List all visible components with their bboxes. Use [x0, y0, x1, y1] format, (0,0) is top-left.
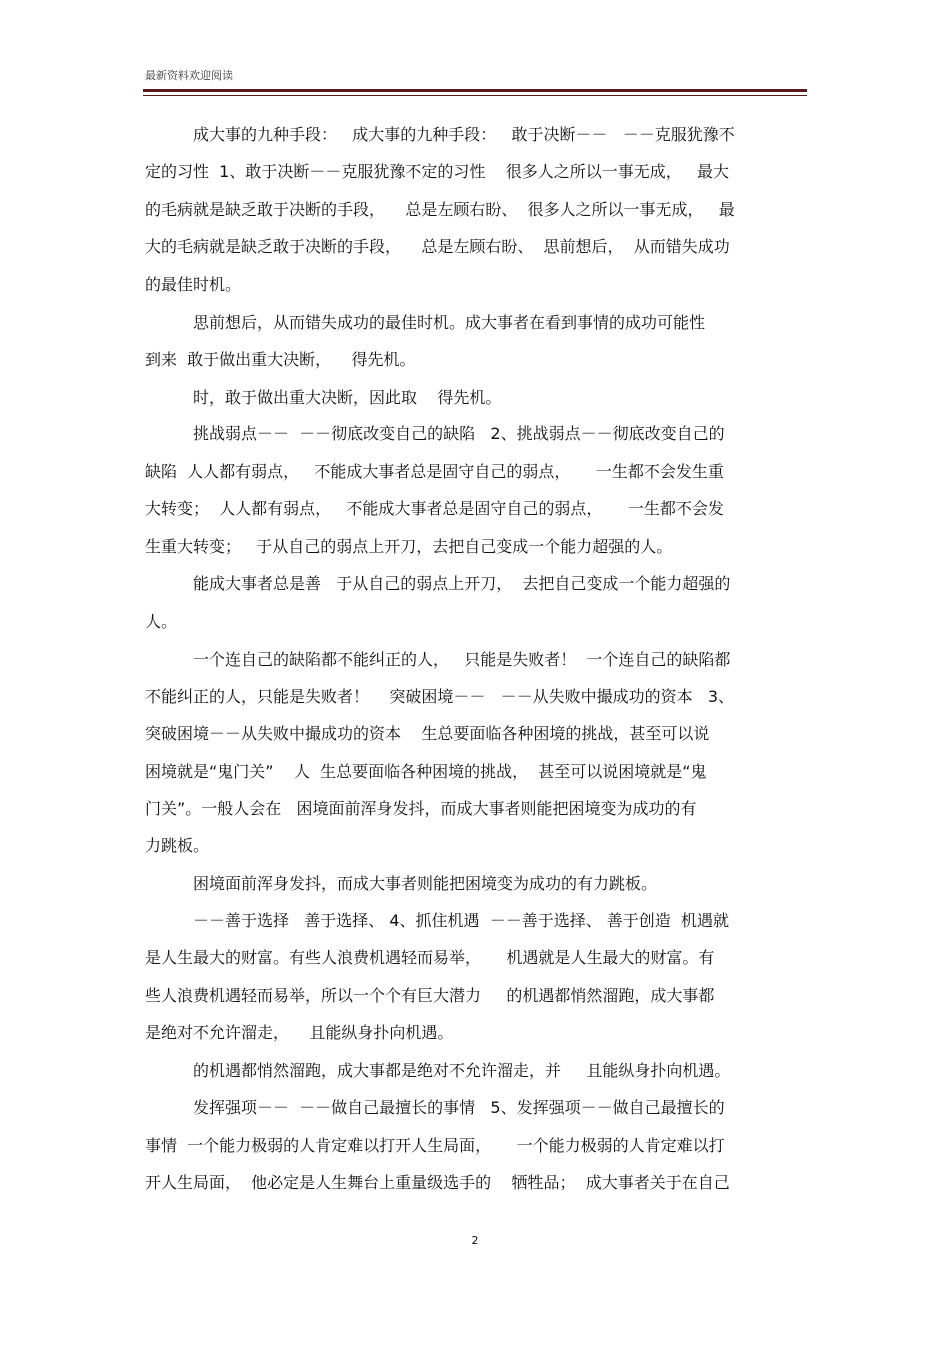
- text-line: 是人生最大的财富。有些人浪费机遇轻而易举， 机遇就是人生最大的财富。有: [145, 948, 715, 967]
- text-line: 缺陷 人人都有弱点， 不能成大事者总是固守自己的弱点， 一生都不会发生重: [145, 462, 724, 481]
- text-line: 时，敢于做出重大决断，因此取 得先机。: [193, 388, 502, 407]
- text-line: 是绝对不允许溜走， 且能纵身扑向机遇。: [145, 1023, 454, 1042]
- text-line: 困境就是“鬼门关” 人 生总要面临各种困境的挑战， 甚至可以说困境就是“鬼: [145, 762, 707, 781]
- text-line: 定的习性 1、敢于决断－－克服犹豫不定的习性 很多人之所以一事无成， 最大: [145, 162, 729, 181]
- text-line: 力跳板。: [145, 836, 210, 855]
- text-line: 一个连自己的缺陷都不能纠正的人， 只能是失败者！ 一个连自己的缺陷都: [193, 650, 731, 669]
- text-line: 人。: [145, 612, 178, 631]
- text-line: 发挥强项－－ －－做自己最擅长的事情 5、发挥强项－－做自己最擅长的: [193, 1098, 725, 1117]
- text-line: －－善于选择 善于选择、 4、抓住机遇 －－善于选择、 善于创造 机遇就: [193, 911, 729, 930]
- text-line: 大转变； 人人都有弱点， 不能成大事者总是固守自己的弱点， 一生都不会发: [145, 499, 724, 518]
- header-rule-thick: [143, 89, 807, 92]
- text-line: 些人浪费机遇轻而易举，所以一个个有巨大潜力 的机遇都悄然溜跑，成大事都: [145, 986, 715, 1005]
- text-line: 到来 敢于做出重大决断， 得先机。: [145, 350, 416, 369]
- header-rule-thin: [143, 95, 807, 96]
- page-header: 最新资料欢迎阅读: [145, 69, 233, 82]
- text-line: 生重大转变； 于从自己的弱点上开刀，去把自己变成一个能力超强的人。: [145, 537, 673, 556]
- text-line: 突破困境－－从失败中撮成功的资本 生总要面临各种困境的挑战，甚至可以说: [145, 724, 710, 743]
- text-line: 大的毛病就是缺乏敢于决断的手段， 总是左顾右盼、 思前想后， 从而错失成功: [145, 237, 730, 256]
- text-line: 事情 一个能力极弱的人肯定难以打开人生局面， 一个能力极弱的人肯定难以打: [145, 1136, 725, 1155]
- text-line: 的最佳时机。: [145, 275, 242, 294]
- page-number: 2: [471, 1234, 479, 1247]
- text-line: 不能纠正的人，只能是失败者！ 突破困境－－ －－从失败中撮成功的资本 3、: [145, 687, 735, 706]
- text-line: 的毛病就是缺乏敢于决断的手段， 总是左顾右盼、 很多人之所以一事无成， 最: [145, 200, 735, 219]
- text-line: 的机遇都悄然溜跑，成大事都是绝对不允许溜走，并 且能纵身扑向机遇。: [193, 1061, 731, 1080]
- text-line: 能成大事者总是善 于从自己的弱点上开刀， 去把自己变成一个能力超强的: [193, 574, 731, 593]
- text-line: 门关”。一般人会在 困境面前浑身发抖，而成大事者则能把困境变为成功的有: [145, 799, 697, 818]
- text-line: 开人生局面， 他必定是人生舞台上重量级选手的 牺牲品； 成大事者关于在自己: [145, 1173, 730, 1192]
- text-line: 成大事的九种手段： 成大事的九种手段： 敢于决断－－ －－克服犹豫不: [193, 125, 735, 144]
- text-line: 困境面前浑身发抖，而成大事者则能把困境变为成功的有力跳板。: [193, 874, 658, 893]
- text-line: 挑战弱点－－ －－彻底改变自己的缺陷 2、挑战弱点－－彻底改变自己的: [193, 424, 725, 443]
- text-line: 思前想后，从而错失成功的最佳时机。成大事者在看到事情的成功可能性: [193, 313, 706, 332]
